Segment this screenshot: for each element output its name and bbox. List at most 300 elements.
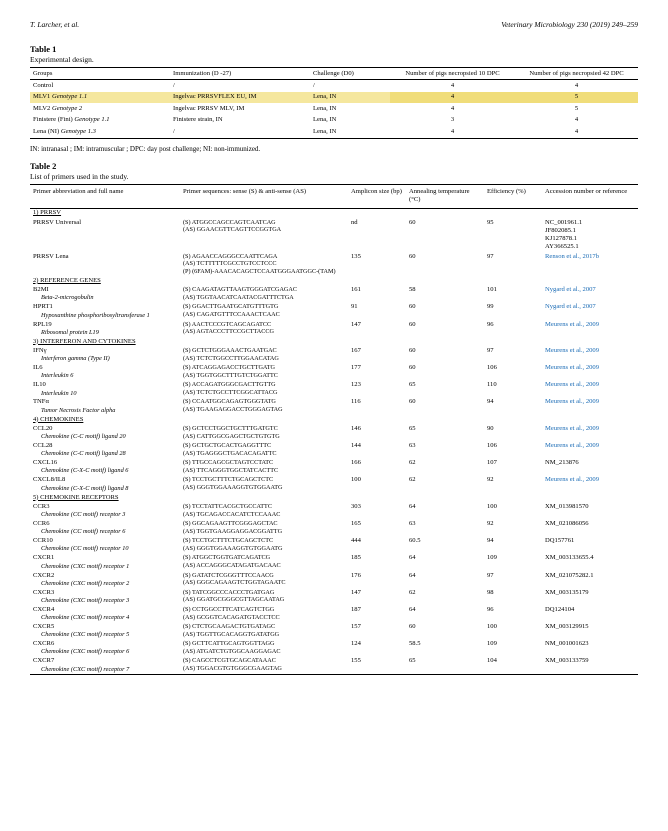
- primer-sequence: (AS) TGGTGAAGGAGGACGGATTG: [183, 527, 283, 535]
- group-genotype: Genotype 1.1: [74, 116, 110, 124]
- table2-cell-annealing-temp: 62: [409, 588, 416, 596]
- primer-sequence: (AS) GGGTGGAAAGGTGTGGAATG: [183, 544, 283, 552]
- table2-cell-accession: [542, 303, 638, 320]
- table2-cell-accession: [542, 588, 638, 605]
- table2-group-row: [30, 493, 638, 502]
- primer-sequence: (S) GCTCTGGGAAACTGAATGAC: [183, 347, 277, 355]
- table2-cell-sequences: [180, 442, 348, 459]
- table2-cell-annealing-temp: 65: [406, 657, 484, 675]
- table2-cell-amplicon-size: 185: [351, 554, 361, 562]
- primer-abbreviation: IL10: [33, 381, 46, 389]
- table1-cell-n10: 4: [450, 81, 455, 89]
- primer-sequence: (AS) TGGTTGCACAGGTGATATGG: [183, 630, 280, 638]
- table2-cell-amplicon-size: 116: [351, 398, 361, 406]
- table2-cell-amplicon-size: 100: [351, 476, 361, 484]
- primer-sequence: (AS) AGTACCCTTCCGCTTACCG: [183, 328, 274, 336]
- running-head: [30, 20, 638, 29]
- table2-cell-sequences: [180, 622, 348, 639]
- group-name: Finistere (Fini): [33, 116, 75, 124]
- table2-cell-primer: [30, 622, 180, 639]
- accession-number: NM_001001623: [545, 640, 589, 648]
- table1-cell-immunization: Ingelvac PRRSVFLEX EU, IM: [170, 92, 310, 103]
- primer-full-name: Hypoxanthine phosphoribosyltransferase 1: [41, 311, 150, 319]
- table2-cell-sequences: [180, 476, 348, 493]
- table-row: [30, 571, 638, 588]
- table2-cell-efficiency: 101: [487, 286, 497, 294]
- primer-sequence: (S) ATCAGGAGACCTGCTTGATG: [183, 364, 275, 372]
- accession-number: NC_001961.1: [545, 218, 583, 226]
- running-head-authors: T. Larcher, et al.: [30, 20, 80, 29]
- table2-col-accession: Accession number or reference: [542, 184, 638, 208]
- table1-col-n10: Number of pigs necropsied 10 DPC: [390, 68, 515, 80]
- table2-col-annealing: Annealing temperature (°C): [406, 184, 484, 208]
- table2-cell-primer: [30, 252, 180, 276]
- table2-cell-efficiency: 96: [487, 605, 494, 613]
- primer-sequence: (S) ACCAGATGGGCGACTTGTTG: [183, 381, 276, 389]
- primer-sequence: (AS) CAGATGTTTCCAAACTCAAC: [183, 311, 280, 319]
- primer-full-name: Chemokine (C-X-C motif) ligand 8: [41, 484, 129, 492]
- table1-col-immunization: Immunization (D -27): [170, 68, 310, 80]
- table2-cell-accession: [542, 622, 638, 639]
- table2-cell-annealing-temp: 62: [409, 459, 416, 467]
- table2-group-title: 1) PRRSV: [33, 209, 62, 217]
- table2-cell-annealing-temp: 63: [409, 442, 416, 450]
- table2-cell-sequences: [180, 640, 348, 657]
- table2-cell-amplicon-size: 124: [351, 640, 361, 648]
- primer-full-name: Ribosomal protein L19: [41, 328, 99, 336]
- table1-cell-immunization: /: [173, 81, 175, 89]
- running-head-journal: Veterinary Microbiology 230 (2019) 249–259: [501, 20, 638, 29]
- primer-sequence: (S) TCCTATTCACGCTGCCATTC: [183, 502, 272, 510]
- primer-sequence: (S) TTGCCAGCGCTAGTCCTATC: [183, 459, 274, 467]
- table2-cell-amplicon-size: 157: [351, 623, 361, 631]
- primer-sequence: (S) CAGCCTCGTGCAGCATAAAC: [183, 657, 276, 665]
- table2-caption: List of primers used in the study.: [30, 171, 129, 181]
- accession-number: JF802085.1: [545, 226, 576, 234]
- table2-cell-annealing-temp: 60: [409, 320, 416, 328]
- table-row: [30, 115, 638, 126]
- table2-cell-primer: [30, 286, 180, 303]
- table2-cell-annealing-temp: 60: [409, 398, 416, 406]
- primer-sequence: (S) ATGGCCAGCCAGTCAATCAG: [183, 218, 276, 226]
- primer-sequence: (S) GCTTCATTGCAGTGGTTAGG: [183, 640, 275, 648]
- table2-cell-amplicon-size: 135: [351, 252, 361, 260]
- table-row: [30, 346, 638, 363]
- table1-cell-n42: 4: [515, 126, 638, 138]
- table2-cell-accession: [542, 554, 638, 571]
- primer-abbreviation: CXCL8/IL8: [33, 476, 66, 484]
- primer-abbreviation: TNFα: [33, 398, 49, 406]
- table1-col-n42: Number of pigs necropsied 42 DPC: [515, 68, 638, 80]
- table2-cell-accession: [542, 537, 638, 554]
- table2-cell-sequences: [180, 571, 348, 588]
- table2-cell-amplicon-size: 123: [351, 381, 361, 389]
- table-row: [30, 103, 638, 114]
- primer-full-name: Chemokine (C-C motif) ligand 20: [41, 433, 126, 441]
- primer-sequence: (S) CCTGGCCTTCATCAGTCTGG: [183, 605, 275, 613]
- table2-cell-amplicon-size: 187: [351, 605, 361, 613]
- table1-cell-group: [30, 115, 170, 126]
- primer-full-name: Interleukin 10: [41, 389, 77, 397]
- table-row: [30, 442, 638, 459]
- reference-link[interactable]: Nygard et al., 2007: [545, 286, 596, 294]
- table2-cell-sequences: [180, 398, 348, 415]
- table2-cell-efficiency: 97: [487, 347, 494, 355]
- table2-header-row: [30, 184, 638, 208]
- table2-cell-annealing-temp: 64: [409, 571, 416, 579]
- table1-cell-immunization: Ingelvac PRRSV MLV, IM: [173, 104, 245, 112]
- table1-cell-group: [30, 80, 170, 92]
- table2-cell-efficiency: 90: [487, 425, 494, 432]
- table2-cell-efficiency: 97: [487, 571, 494, 579]
- table1-cell-challenge: Lena, IN: [310, 126, 390, 138]
- table-row: [30, 80, 638, 92]
- table-row: [30, 476, 638, 493]
- table2-group-cell: [30, 337, 638, 346]
- table2-cell-primer: [30, 640, 180, 657]
- table2-cell-accession: [542, 286, 638, 303]
- primer-sequence: (S) CAAGATAGTTAAGTGGGATCGAGAC: [183, 286, 297, 294]
- table2-cell-sequences: [180, 286, 348, 303]
- reference-link[interactable]: Meurens et al., 2009: [545, 425, 600, 432]
- table2-cell-primer: [30, 520, 180, 537]
- primer-full-name: Chemokine (CXC motif) receptor 7: [41, 665, 130, 673]
- group-name: MLV1: [33, 93, 52, 101]
- table2-cell-amplicon-size: 91: [351, 303, 358, 311]
- group-genotype: Genotype 2: [52, 104, 83, 112]
- table2-cell-efficiency: 106: [487, 364, 497, 372]
- primer-full-name: Chemokine (CXC motif) receptor 4: [41, 614, 130, 622]
- table2-cell-amplicon-size: 161: [351, 286, 361, 294]
- table1-cell-challenge: Lena, IN: [313, 116, 337, 124]
- table1-cell-n42: 4: [574, 116, 579, 124]
- table2-cell-annealing-temp: 58: [409, 286, 416, 294]
- primer-sequence: (S) CCAATGGCAGAGTGGGTATG: [183, 398, 276, 406]
- group-name: MLV2: [33, 104, 52, 112]
- primer-abbreviation: PRRSV Universal: [33, 218, 82, 226]
- accession-number: XM_003133759: [545, 657, 589, 665]
- table-row: [30, 303, 638, 320]
- table2-cell-annealing-temp: 65: [409, 381, 416, 389]
- table-row: [30, 364, 638, 381]
- table2-cell-accession: [542, 398, 638, 415]
- table1-label: Table 1: [30, 44, 57, 54]
- table-row: [30, 398, 638, 415]
- table2-cell-sequences: [180, 554, 348, 571]
- primer-sequence: (AS) GGAACGTTCAGTTCCGGTGA: [183, 226, 282, 234]
- primer-full-name: Chemokine (CC motif) receptor 10: [41, 545, 129, 553]
- primer-sequence: (AS) TCTCTGCCTTCGGCATTACG: [183, 389, 278, 397]
- primer-sequence: (AS) TGGTAACATCAATACGATTTCTGA: [183, 293, 294, 301]
- primer-sequence: (AS) GGGCAGAAGTCTGGTAGAATC: [183, 579, 286, 587]
- table-row: [30, 252, 638, 276]
- primer-abbreviation: CCL28: [33, 442, 53, 450]
- table2-cell-annealing-temp: 64: [409, 605, 416, 613]
- table2-cell-sequences: [180, 520, 348, 537]
- table1-cell-n10: 4: [450, 104, 455, 112]
- accession-number: XM_003135179: [545, 588, 589, 596]
- group-genotype: Genotype 1.3: [60, 127, 96, 135]
- table2-col-sequences: Primer sequences: sense (S) & anti-sense (AS): [180, 184, 348, 208]
- table1-cell-n42: 5: [515, 92, 638, 103]
- table2-cell-primer: [30, 381, 180, 398]
- table2-group-title: 5) CHEMOKINE RECEPTORS: [33, 493, 119, 501]
- table1-cell-immunization: Finistere strain, IN: [173, 116, 223, 124]
- primer-sequence: (S) GCTGCTGCACTGAGGTTTC: [183, 442, 272, 450]
- primer-sequence: (AS) ACCAGGGCATAGATGACAAC: [183, 562, 281, 570]
- table2-cell-primer: [30, 537, 180, 554]
- table2-cell-primer: [30, 502, 180, 519]
- table2-cell-sequences: [180, 218, 348, 252]
- primer-abbreviation: RPL19: [33, 320, 52, 328]
- table2-cell-efficiency: 97: [487, 252, 494, 260]
- table-row: [30, 424, 638, 441]
- table2-cell-sequences: [180, 252, 348, 276]
- table-row: [30, 381, 638, 398]
- table2-cell-annealing-temp: 60: [409, 364, 416, 372]
- table2-group-cell: [30, 415, 638, 424]
- table-row: [30, 520, 638, 537]
- table2-cell-primer: [30, 571, 180, 588]
- reference-link[interactable]: Renson et al., 2017b: [545, 252, 600, 260]
- table2-cell-annealing-temp: 60: [409, 623, 416, 631]
- primer-sequence: (S) GGCAGAAGTTCGGGAGCTAC: [183, 520, 278, 528]
- accession-number: XM_003129915: [545, 623, 589, 631]
- table2-cell-annealing-temp: 60: [409, 347, 416, 355]
- table2-cell-efficiency: 92: [487, 476, 494, 484]
- table2-cell-efficiency: 92: [487, 520, 494, 528]
- table-row: [30, 459, 638, 476]
- table2-group-title: 4) CHEMOKINES: [33, 415, 84, 423]
- table2-cell-annealing-temp: 60: [409, 252, 416, 260]
- table2-cell-sequences: [180, 303, 348, 320]
- table2-cell-accession: [542, 320, 638, 337]
- group-genotype: Genotype 1.1: [52, 93, 88, 101]
- primer-sequence: (AS) ATGATCTGTGGCAAGGAGAC: [183, 647, 281, 655]
- primer-sequence: (AS) TGGTGGCTTTGTCTGGATTC: [183, 371, 278, 379]
- table-row: [30, 640, 638, 657]
- table2-cell-annealing-temp: 63: [409, 520, 416, 528]
- primer-abbreviation: IL6: [33, 364, 43, 372]
- table2-cell-amplicon-size: 147: [351, 320, 361, 328]
- page-content: [30, 40, 638, 675]
- table2-cell-primer: [30, 303, 180, 320]
- primer-abbreviation: CXCR4: [33, 605, 55, 613]
- table2-group-cell: [30, 493, 638, 502]
- primer-sequence: (S) GGACTTGAATGCATGTTTGTG: [183, 303, 279, 311]
- table2-cell-amplicon-size: nd: [351, 218, 358, 226]
- table-row: [30, 588, 638, 605]
- primer-sequence: (S) CTCTGCAAGACTGTGATAGC: [183, 623, 276, 631]
- table2-cell-efficiency: 110: [487, 381, 497, 389]
- table1-cell-challenge: Lena, IN: [313, 104, 337, 112]
- table1-cell-group: [30, 92, 170, 103]
- primer-sequence: (AS) TGGACGTGTGGGCGAAGTAG: [183, 665, 282, 673]
- table1-cell-n10: 3: [450, 116, 455, 124]
- accession-number: XM_013981570: [545, 502, 589, 510]
- table2-cell-sequences: [180, 537, 348, 554]
- table1-cell-group: [30, 126, 170, 138]
- table-row: [30, 622, 638, 639]
- primer-full-name: Tumor Necrosis Factor alpha: [41, 406, 116, 414]
- primer-abbreviation: CXCR2: [33, 571, 55, 579]
- reference-link[interactable]: Meurens et al., 2009: [545, 347, 600, 355]
- table2-cell-sequences: [180, 605, 348, 622]
- table2-cell-accession: [542, 640, 638, 657]
- primer-sequence: (P) (6FAM)-AAACACAGCTCCAATGGGAATGGC-(TAM): [183, 267, 336, 275]
- table2-cell-accession: [542, 502, 638, 519]
- table1-cell-challenge: /: [313, 81, 315, 89]
- accession-number: KJ127878.1: [545, 235, 578, 243]
- table-row: [30, 126, 638, 138]
- primer-abbreviation: CXCR5: [33, 623, 55, 631]
- table2-cell-annealing-temp: 64: [409, 554, 416, 562]
- table2-cell-efficiency: 106: [487, 442, 497, 450]
- accession-number: XM_021086056: [545, 520, 589, 528]
- primer-abbreviation: CCR3: [33, 502, 50, 510]
- table2-cell-amplicon-size: 444: [351, 537, 361, 545]
- table-experimental-design: [30, 67, 638, 139]
- table2-cell-primer: [30, 364, 180, 381]
- table1-cell-n42: 4: [574, 81, 579, 89]
- reference-link[interactable]: Meurens et al., 2009: [545, 476, 600, 484]
- primer-full-name: Chemokine (CC motif) receptor 6: [41, 528, 126, 536]
- table2-cell-primer: [30, 657, 180, 675]
- table2-cell-amplicon-size: 147: [351, 588, 361, 596]
- table2-cell-primer: [30, 588, 180, 605]
- primer-sequence: (AS) GGGTGGAAAGGTGTGGAATG: [183, 484, 283, 492]
- table2-cell-efficiency: 109: [487, 640, 497, 648]
- table2-cell-accession: [542, 459, 638, 476]
- table-primers: [30, 184, 638, 675]
- table2-cell-efficiency: 109: [487, 554, 497, 562]
- primer-abbreviation: IFNγ: [33, 347, 47, 355]
- table2-cell-efficiency: 96: [487, 320, 494, 328]
- primer-abbreviation: CXCR1: [33, 554, 55, 562]
- table2-label: Table 2: [30, 160, 57, 171]
- table2-cell-amplicon-size: 144: [351, 442, 361, 450]
- primer-sequence: (AS) GGATGCGGGCGTTAGCAATAG: [183, 596, 285, 604]
- primer-abbreviation: HPRT1: [33, 303, 53, 311]
- table-row: [30, 657, 638, 675]
- table2-cell-accession: [542, 442, 638, 459]
- table2-cell-accession: [542, 364, 638, 381]
- table1-cell-n10: 4: [390, 126, 515, 138]
- table2-cell-sequences: [180, 381, 348, 398]
- primer-sequence: (AS) GCGGTCACAGATGTACCTCC: [183, 613, 280, 621]
- table2-cell-sequences: [180, 588, 348, 605]
- primer-sequence: (AS) CATTGGCGAGCTGCTGTGTG: [183, 432, 280, 440]
- primer-abbreviation: CXCR6: [33, 640, 55, 648]
- reference-link[interactable]: Meurens et al., 2009: [545, 381, 600, 389]
- table2-cell-sequences: [180, 320, 348, 337]
- table2-cell-annealing-temp: 60: [409, 218, 416, 226]
- table2-cell-primer: [30, 459, 180, 476]
- primer-sequence: (S) AGAACCAGGGCCAATTCAGA: [183, 252, 278, 260]
- table2-cell-accession: [542, 252, 638, 276]
- table2-cell-efficiency: 100: [487, 623, 497, 631]
- accession-number: XM_003133655.4: [545, 554, 594, 562]
- table2-cell-efficiency: 100: [487, 502, 497, 510]
- table2-cell-primer: [30, 346, 180, 363]
- table2-cell-amplicon-size: 176: [351, 571, 361, 579]
- table2-cell-accession: [542, 424, 638, 441]
- table2-cell-accession: [542, 346, 638, 363]
- reference-link[interactable]: Meurens et al., 2009: [545, 364, 600, 372]
- primer-sequence: (S) GATATCTCGGGTTTCCAACG: [183, 571, 274, 579]
- table2-cell-primer: [30, 424, 180, 441]
- reference-link[interactable]: Meurens et al., 2009: [545, 442, 600, 450]
- primer-sequence: (AS) TGAAGAGGACCTGGGAGTAG: [183, 406, 283, 414]
- table-row: [30, 502, 638, 519]
- primer-abbreviation: CXCR3: [33, 588, 55, 596]
- table2-cell-accession: [542, 657, 638, 675]
- table2-group-title: 3) INTERFERON AND CYTOKINES: [33, 337, 136, 345]
- primer-sequence: (S) ATGGCTGGTGATCAGATCG: [183, 554, 271, 562]
- table2-cell-efficiency: 94: [487, 398, 494, 406]
- table2-group-row: [30, 415, 638, 424]
- table2-group-row: [30, 337, 638, 346]
- table-row: [30, 554, 638, 571]
- table2-col-efficiency: Efficiency (%): [484, 184, 542, 208]
- reference-link[interactable]: Nygard et al., 2007: [545, 303, 596, 311]
- table1-caption: Experimental design.: [30, 55, 94, 64]
- table1-cell-group: [30, 103, 170, 114]
- primer-abbreviation: PRRSV Lena: [33, 252, 69, 260]
- reference-link[interactable]: Meurens et al., 2009: [545, 398, 600, 406]
- primer-full-name: Chemokine (C-C motif) ligand 28: [41, 450, 126, 458]
- accession-number: DQ124104: [545, 605, 575, 613]
- primer-abbreviation: CXCL16: [33, 459, 58, 467]
- primer-sequence: (S) GCTCCTGGCTGCTTTGATGTC: [183, 425, 278, 432]
- table2-cell-efficiency: 95: [487, 218, 494, 226]
- primer-sequence: (S) TCCTGCTTTCTGCAGCTCTC: [183, 537, 274, 545]
- primer-sequence: (AS) TCTTTTTCGCCTGTCCTCCC: [183, 260, 277, 268]
- primer-abbreviation: CCL20: [33, 425, 53, 432]
- primer-full-name: Chemokine (CC motif) receptor 3: [41, 511, 126, 519]
- table1-cell-immunization: /: [170, 126, 310, 138]
- reference-link[interactable]: Meurens et al., 2009: [545, 320, 600, 328]
- primer-full-name: Interleukin 6: [41, 372, 74, 380]
- table2-cell-sequences: [180, 424, 348, 441]
- table2-cell-sequences: [180, 657, 348, 675]
- table2-col-amplicon: Amplicon size (bp): [348, 184, 406, 208]
- table2-cell-annealing-temp: 58.5: [409, 640, 421, 648]
- group-name: Control: [33, 81, 54, 89]
- table2-cell-accession: [542, 520, 638, 537]
- table2-cell-primer: [30, 605, 180, 622]
- primer-full-name: Beta-2-microgobulin: [41, 294, 94, 302]
- table-row: [30, 286, 638, 303]
- table2-cell-accession: [542, 605, 638, 622]
- table1-footnote: IN: intranasal ; IM: intramuscular ; DPC: day post challenge; NI: non-immunized.: [30, 144, 261, 153]
- primer-abbreviation: CCR6: [33, 520, 50, 528]
- table2-cell-efficiency: 104: [484, 657, 542, 675]
- primer-abbreviation: CCR10: [33, 537, 53, 545]
- primer-sequence: (AS) TCTCTGGCCTTGGAACATAG: [183, 354, 279, 362]
- primer-abbreviation: B2MI: [33, 286, 49, 294]
- table1-cell-challenge: Lena, IN: [310, 92, 390, 103]
- accession-number: XM_021075282.1: [545, 571, 594, 579]
- table1-cell-n42: 5: [574, 104, 579, 112]
- primer-full-name: Chemokine (CXC motif) receptor 2: [41, 579, 130, 587]
- primer-full-name: Interferon gamma (Type II): [41, 355, 110, 363]
- table2-cell-annealing-temp: 64: [409, 502, 416, 510]
- primer-full-name: Chemokine (CXC motif) receptor 6: [41, 648, 130, 656]
- accession-number: AY366525.1: [545, 243, 579, 251]
- table2-cell-amplicon-size: 167: [351, 347, 361, 355]
- primer-sequence: (AS) TGCAGACCACATCTCCAAAC: [183, 510, 281, 518]
